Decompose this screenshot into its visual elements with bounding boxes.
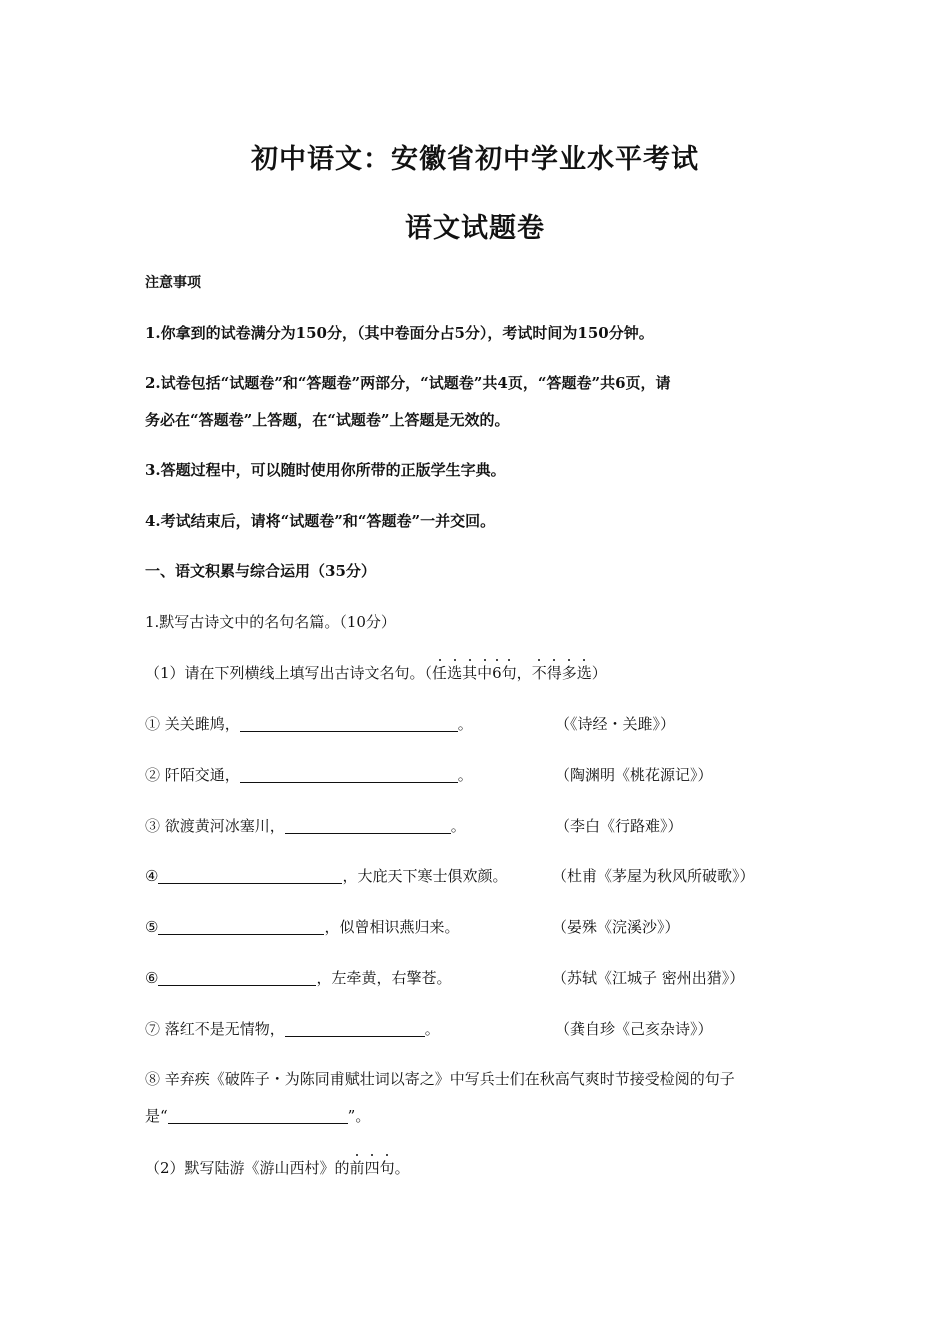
answer-blank-1[interactable]	[240, 715, 458, 732]
poem-item-8-suffix: ”。	[347, 1107, 371, 1125]
question-1: 1.默写古诗文中的名句名篇。（10分）	[145, 613, 396, 631]
notice-item-1: 1.你拿到的试卷满分为150分，（其中卷面分占5分），考试时间为150分钟。	[145, 324, 654, 342]
poem-item-5-text: ，似曾相识燕归来。	[324, 918, 460, 936]
answer-blank-5[interactable]	[158, 918, 324, 935]
poem-item-7	[145, 1018, 440, 1039]
poem-item-4	[145, 865, 507, 886]
answer-blank-7[interactable]	[285, 1020, 425, 1037]
notice-item-3: 3.答题过程中，可以随时使用你所带的正版学生字典。	[145, 461, 506, 479]
poem-item-2	[145, 764, 473, 785]
poem-item-3-text: ③ 欲渡黄河冰塞川，	[145, 817, 285, 835]
poem-item-8-prefix: 是“	[145, 1107, 168, 1125]
question-1-2-prefix: （2）默写陆游《游山西村》的	[145, 1159, 350, 1177]
poem-item-1	[145, 713, 473, 734]
poem-item-6-text: ，左牵黄，右擎苍。	[316, 969, 452, 987]
emphasis-char: 不	[531, 664, 547, 682]
emphasis-char: 得	[546, 664, 562, 682]
question-1-2	[145, 1157, 410, 1178]
question-1-2-suffix: 。	[394, 1159, 410, 1177]
poem-item-5	[145, 916, 459, 937]
poem-item-1-text: ① 关关雎鸠，	[145, 715, 240, 733]
notice-item-2-line-1: 2.试卷包括“试题卷”和“答题卷”两部分，“试题卷”共4页，“答题卷”共6页，请	[145, 374, 671, 392]
answer-blank-4[interactable]	[158, 867, 342, 884]
poem-item-7-end: 。	[424, 1020, 440, 1038]
poem-item-6-source: （苏轼《江城子 密州出猎》）	[552, 969, 745, 987]
notice-item-2-line-2: 务必在“答题卷”上答题，在“试题卷”上答题是无效的。	[145, 411, 510, 429]
emphasis-first-four-lines	[350, 1159, 395, 1177]
poem-item-6-number: ⑥	[145, 969, 159, 987]
question-1-1-prefix: （1）请在下列横线上填写出古诗文名句。（	[145, 664, 433, 682]
emphasis-char: 中	[477, 664, 493, 682]
question-1-1	[145, 662, 607, 683]
question-1-1-comma: ，	[516, 664, 532, 682]
poem-item-3-end: 。	[450, 817, 466, 835]
emphasis-char: 四	[364, 1159, 380, 1177]
poem-item-4-number: ④	[145, 867, 159, 885]
poem-item-5-number: ⑤	[145, 918, 159, 936]
poem-item-3	[145, 815, 466, 836]
poem-item-8-line-2	[145, 1105, 370, 1126]
poem-item-2-text: ② 阡陌交通，	[145, 766, 240, 784]
poem-item-2-end: 。	[457, 766, 473, 784]
emphasis-char: 句	[379, 1159, 395, 1177]
question-1-1-suffix: ）	[591, 664, 607, 682]
emphasis-char: 任	[432, 664, 448, 682]
poem-item-1-end: 。	[457, 715, 473, 733]
poem-item-6	[145, 967, 451, 988]
answer-blank-6[interactable]	[158, 969, 316, 986]
emphasis-choose-six	[432, 664, 517, 682]
poem-item-4-text: ，大庇天下寒士俱欢颜。	[342, 867, 508, 885]
notice-heading: 注意事项	[145, 275, 201, 291]
answer-blank-3[interactable]	[285, 817, 451, 834]
notice-item-4: 4.考试结束后，请将“试题卷”和“答题卷”一并交回。	[145, 512, 496, 530]
poem-item-7-source: （龚自珍《己亥杂诗》）	[555, 1020, 713, 1038]
emphasis-char: 其	[462, 664, 478, 682]
section-1-heading: 一、语文积累与综合运用（35分）	[145, 562, 376, 580]
emphasis-char: 选	[447, 664, 463, 682]
exam-title: 初中语文：安徽省初中学业水平考试	[251, 144, 699, 175]
emphasis-char: 6	[492, 664, 502, 682]
emphasis-no-extra	[532, 664, 592, 682]
answer-blank-2[interactable]	[240, 766, 458, 783]
poem-item-1-source: （《诗经・关雎》）	[555, 715, 676, 733]
answer-blank-8[interactable]	[168, 1107, 348, 1124]
poem-item-2-source: （陶渊明《桃花源记》）	[555, 766, 713, 784]
emphasis-char: 前	[349, 1159, 365, 1177]
poem-item-4-source: （杜甫《茅屋为秋风所破歌》）	[552, 867, 755, 885]
poem-item-8-line-1: ⑧ 辛弃疾《破阵子・为陈同甫赋壮词以寄之》中写兵士们在秋高气爽时节接受检阅的句子	[145, 1070, 735, 1088]
poem-item-5-source: （晏殊《浣溪沙》）	[552, 918, 680, 936]
poem-item-7-text: ⑦ 落红不是无情物，	[145, 1020, 285, 1038]
emphasis-char: 选	[576, 664, 592, 682]
poem-item-3-source: （李白《行路难》）	[555, 817, 683, 835]
emphasis-char: 句	[501, 664, 517, 682]
exam-subtitle: 语文试题卷	[405, 213, 545, 244]
emphasis-char: 多	[561, 664, 577, 682]
